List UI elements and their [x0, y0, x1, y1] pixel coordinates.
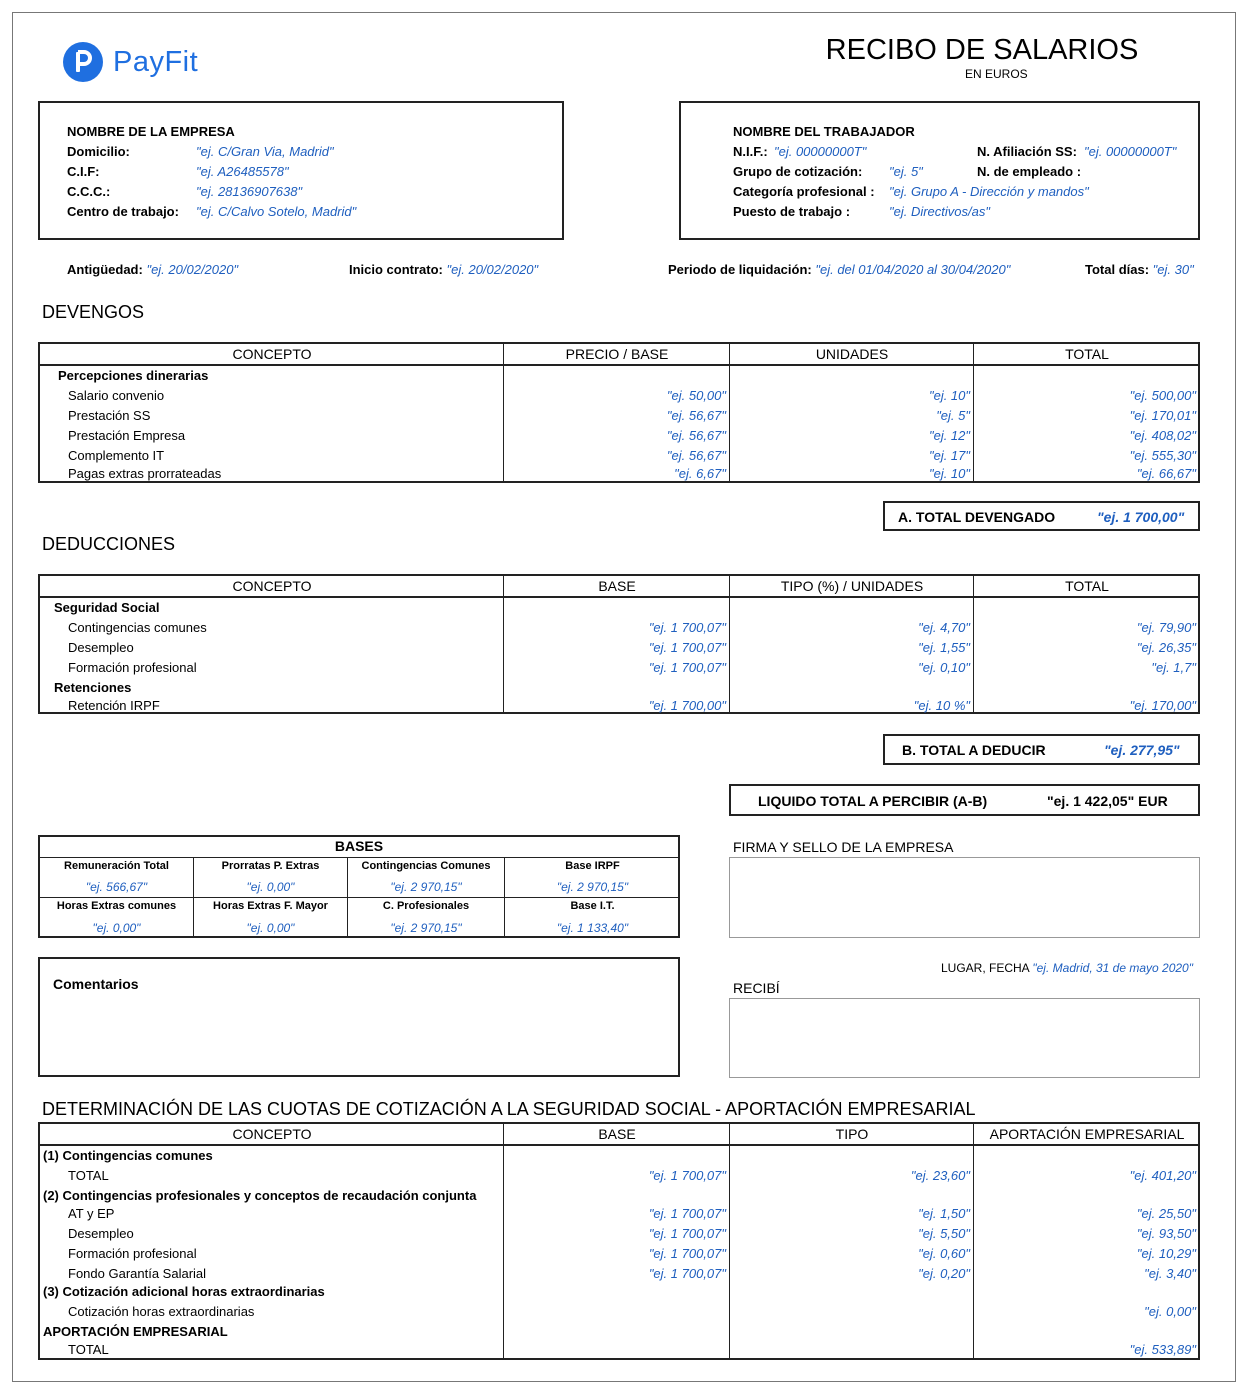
- table-row-base: "ej. 1 700,07": [648, 1246, 726, 1261]
- table-row-tipo: "ej. 0,10": [918, 660, 970, 675]
- divider: [729, 344, 730, 481]
- bases-value: "ej. 0,00": [246, 880, 295, 894]
- table-row-total: "ej. 500,00": [1129, 388, 1196, 403]
- table-row-total: "ej. 170,00": [1129, 698, 1196, 713]
- firma-area[interactable]: [729, 857, 1200, 938]
- antiguedad: [67, 262, 238, 277]
- table-row-concepto: Pagas extras prorrateadas: [68, 466, 222, 481]
- payfit-logo-icon: [63, 42, 103, 82]
- liquido-label: LIQUIDO TOTAL A PERCIBIR (A-B): [758, 793, 988, 809]
- bases-value: "ej. 0,00": [246, 921, 295, 935]
- company-ccc-label: C.C.C.:: [67, 184, 111, 199]
- document-subtitle: EN EUROS: [965, 67, 1028, 81]
- cotizacion-header: [40, 1124, 1198, 1146]
- deducciones-title: DEDUCCIONES: [42, 534, 176, 554]
- bases-header: Remuneración Total: [64, 860, 169, 872]
- company-domicilio-value: "ej. C/Gran Via, Madrid": [196, 144, 334, 159]
- antiguedad-label: Antigüedad:: [67, 262, 143, 277]
- devengos-table: [38, 342, 1200, 483]
- divider: [503, 576, 504, 712]
- bases-title: BASES: [334, 838, 384, 854]
- table-row-total: "ej. 170,01": [1129, 408, 1196, 423]
- worker-nif-label: N.I.F.:: [733, 144, 768, 159]
- table-row-precio: "ej. 6,67": [674, 466, 726, 481]
- firma-label: FIRMA Y SELLO DE LA EMPRESA: [733, 839, 954, 855]
- worker-puesto-label: Puesto de trabajo :: [733, 204, 851, 219]
- table-row-tipo: "ej. 4,70": [918, 620, 970, 635]
- worker-nif-value: "ej. 00000000T": [774, 144, 867, 159]
- divider: [973, 1124, 974, 1358]
- table-row-base: "ej. 1 700,07": [648, 640, 726, 655]
- bases-value: "ej. 2 970,15": [390, 921, 462, 935]
- table-row-base: "ej. 1 700,07": [648, 1206, 726, 1221]
- table-row-tipo: "ej. 5,50": [918, 1226, 970, 1241]
- bases-header: Prorratas P. Extras: [221, 860, 320, 872]
- cotizacion-table: [38, 1122, 1200, 1360]
- table-row-total: "ej. 408,02": [1129, 428, 1196, 443]
- table-row-concepto: Desempleo: [68, 640, 134, 655]
- deducciones-header: [40, 576, 1198, 598]
- table-row-tipo: "ej. 0,20": [918, 1266, 970, 1281]
- bases-header: Horas Extras comunes: [56, 900, 177, 912]
- col-concepto: CONCEPTO: [232, 1126, 312, 1142]
- total-deducir-box: [883, 734, 1200, 765]
- periodo-liquidacion: [668, 262, 1010, 277]
- worker-grupo-label: Grupo de cotización:: [733, 164, 863, 179]
- table-row-tipo: "ej. 23,60": [910, 1168, 970, 1183]
- table-row-base: "ej. 1 700,07": [648, 1266, 726, 1281]
- periodo-value: "ej. del 01/04/2020 al 30/04/2020": [815, 262, 1011, 277]
- table-row-concepto: Contingencias comunes: [68, 620, 207, 635]
- devengos-header: [40, 344, 1198, 366]
- table-row-aportacion: "ej. 25,50": [1136, 1206, 1196, 1221]
- bases-value: "ej. 1 133,40": [556, 921, 629, 935]
- table-row-concepto: TOTAL: [68, 1168, 109, 1183]
- worker-grupo-value: "ej. 5": [889, 164, 923, 179]
- table-row-concepto: Cotización horas extraordinarias: [68, 1304, 255, 1319]
- table-row-total: "ej. 555,30": [1129, 448, 1196, 463]
- table-row-precio: "ej. 56,67": [666, 408, 726, 423]
- bases-value: "ej. 0,00": [92, 921, 141, 935]
- group-label: Seguridad Social: [54, 600, 160, 615]
- table-row-unidades: "ej. 5": [936, 408, 970, 423]
- total-deducir-label: B. TOTAL A DEDUCIR: [902, 742, 1046, 758]
- company-box: [38, 101, 564, 240]
- company-heading: NOMBRE DE LA EMPRESA: [67, 124, 235, 139]
- group-label: APORTACIÓN EMPRESARIAL: [43, 1324, 228, 1339]
- total-dias: [1085, 262, 1194, 277]
- recibi-label: RECIBÍ: [733, 980, 780, 996]
- table-row-base: "ej. 1 700,07": [648, 1168, 726, 1183]
- table-row-concepto: Desempleo: [68, 1226, 134, 1241]
- bases-header: Base IRPF: [565, 860, 620, 872]
- table-row-total: "ej. 1,7": [1151, 660, 1196, 675]
- table-row-precio: "ej. 56,67": [666, 448, 726, 463]
- brand-name: PayFit: [113, 45, 199, 78]
- col-aportacion: APORTACIÓN EMPRESARIAL: [989, 1126, 1185, 1142]
- comentarios-box[interactable]: [38, 957, 680, 1077]
- dias-label: Total días:: [1085, 262, 1150, 277]
- table-row-concepto: AT y EP: [68, 1206, 115, 1221]
- worker-afiliacion-value: "ej. 00000000T": [1084, 144, 1177, 159]
- deducciones-table: [38, 574, 1200, 714]
- bases-value: "ej. 2 970,15": [556, 880, 629, 894]
- liquido-box: [729, 784, 1200, 816]
- lugar-fecha: [941, 961, 1193, 975]
- col-unidades: UNIDADES: [815, 346, 889, 362]
- bases-value: "ej. 2 970,15": [390, 880, 462, 894]
- document-title: RECIBO DE SALARIOS: [825, 34, 1139, 66]
- antiguedad-value: "ej. 20/02/2020": [146, 262, 239, 277]
- inicio-value: "ej. 20/02/2020": [446, 262, 539, 277]
- table-row-tipo: "ej. 0,60": [918, 1246, 970, 1261]
- dias-value: "ej. 30": [1152, 262, 1194, 277]
- table-row-aportacion: "ej. 0,00": [1144, 1304, 1196, 1319]
- table-row-base: "ej. 1 700,07": [648, 660, 726, 675]
- total-deducir-value: "ej. 277,95": [1104, 742, 1180, 758]
- col-base: BASE: [598, 1126, 636, 1142]
- table-row-base: "ej. 1 700,07": [648, 620, 726, 635]
- table-row-unidades: "ej. 17": [928, 448, 970, 463]
- divider: [40, 897, 678, 898]
- divider: [973, 344, 974, 481]
- table-row-unidades: "ej. 10": [928, 388, 970, 403]
- bases-header: Contingencias Comunes: [361, 860, 491, 872]
- col-precio: PRECIO / BASE: [565, 346, 669, 362]
- periodo-label: Periodo de liquidación:: [668, 262, 812, 277]
- worker-heading: NOMBRE DEL TRABAJADOR: [733, 124, 915, 139]
- table-row-precio: "ej. 56,67": [666, 428, 726, 443]
- table-row-unidades: "ej. 10": [928, 466, 970, 481]
- cotizacion-title: DETERMINACIÓN DE LAS CUOTAS DE COTIZACIÓN A LA SEGURIDAD SOCIAL - APORTACIÓN EMPRESARIAL: [42, 1099, 976, 1119]
- worker-categoria-value: "ej. Grupo A - Dirección y mandos": [889, 184, 1089, 199]
- total-devengado-box: [883, 501, 1200, 531]
- col-concepto: CONCEPTO: [232, 346, 312, 362]
- recibi-area[interactable]: [729, 998, 1200, 1078]
- col-total: TOTAL: [1065, 578, 1109, 594]
- table-row-aportacion: "ej. 533,89": [1129, 1342, 1196, 1357]
- company-domicilio-label: Domicilio:: [67, 144, 130, 159]
- bases-table: [38, 835, 680, 938]
- bases-header: Base I.T.: [570, 900, 615, 912]
- table-row-base: "ej. 1 700,00": [648, 698, 726, 713]
- divider: [973, 576, 974, 712]
- divider: [729, 576, 730, 712]
- group-label: (2) Contingencias profesionales y conceptos de recaudación conjunta: [43, 1188, 477, 1203]
- divider: [503, 1124, 504, 1358]
- table-row-total: "ej. 79,90": [1136, 620, 1196, 635]
- table-row-concepto: Formación profesional: [68, 1246, 197, 1261]
- table-row-unidades: "ej. 12": [928, 428, 970, 443]
- table-row-aportacion: "ej. 10,29": [1136, 1246, 1196, 1261]
- bases-header: C. Profesionales: [382, 900, 470, 912]
- group-label: (1) Contingencias comunes: [43, 1148, 213, 1163]
- divider: [503, 344, 504, 481]
- worker-categoria-label: Categoría profesional :: [733, 184, 875, 199]
- comentarios-label: Comentarios: [53, 976, 139, 992]
- inicio-contrato: [349, 262, 538, 277]
- col-base: BASE: [598, 578, 636, 594]
- company-cif-value: "ej. A26485578": [196, 164, 289, 179]
- company-centro-label: Centro de trabajo:: [67, 204, 179, 219]
- total-devengado-value: "ej. 1 700,00": [1097, 509, 1185, 525]
- table-row-concepto: Complemento IT: [68, 448, 165, 463]
- group-label: (3) Cotización adicional horas extraordinarias: [43, 1284, 325, 1299]
- total-devengado-label: A. TOTAL DEVENGADO: [898, 509, 1056, 525]
- group-label: Percepciones dinerarias: [58, 368, 209, 383]
- divider: [729, 1124, 730, 1358]
- inicio-label: Inicio contrato:: [349, 262, 443, 277]
- table-row-tipo: "ej. 1,55": [918, 640, 970, 655]
- company-cif-label: C.I.F:: [67, 164, 100, 179]
- table-row-precio: "ej. 50,00": [666, 388, 726, 403]
- col-tipo: TIPO: [835, 1126, 869, 1142]
- table-row-concepto: Retención IRPF: [68, 698, 160, 713]
- company-centro-value: "ej. C/Calvo Sotelo, Madrid": [196, 204, 357, 219]
- table-row-total: "ej. 66,67": [1136, 466, 1196, 481]
- table-row-tipo: "ej. 1,50": [918, 1206, 970, 1221]
- worker-puesto-value: "ej. Directivos/as": [889, 204, 990, 219]
- table-row-aportacion: "ej. 3,40": [1144, 1266, 1196, 1281]
- group-label: Retenciones: [54, 680, 132, 695]
- table-row-concepto: Prestación Empresa: [68, 428, 186, 443]
- lugar-label: LUGAR, FECHA: [941, 961, 1030, 975]
- liquido-value: "ej. 1 422,05" EUR: [1047, 793, 1168, 809]
- col-total: TOTAL: [1065, 346, 1109, 362]
- table-row-concepto: Fondo Garantía Salarial: [68, 1266, 207, 1281]
- table-row-aportacion: "ej. 93,50": [1136, 1226, 1196, 1241]
- table-row-concepto: Formación profesional: [68, 660, 197, 675]
- table-row-concepto: TOTAL: [68, 1342, 109, 1357]
- table-row-concepto: Prestación SS: [68, 408, 151, 423]
- payfit-logo: [63, 42, 198, 82]
- col-tipo: TIPO (%) / UNIDADES: [780, 578, 924, 594]
- table-row-concepto: Salario convenio: [68, 388, 165, 403]
- bases-value: "ej. 566,67": [85, 880, 148, 894]
- table-row-aportacion: "ej. 401,20": [1129, 1168, 1196, 1183]
- lugar-value: "ej. Madrid, 31 de mayo 2020": [1032, 961, 1193, 975]
- table-row-base: "ej. 1 700,07": [648, 1226, 726, 1241]
- worker-afiliacion-label: N. Afiliación SS:: [977, 144, 1077, 159]
- company-ccc-value: "ej. 28136907638": [196, 184, 303, 199]
- table-row-total: "ej. 26,35": [1136, 640, 1196, 655]
- worker-empleado-label: N. de empleado :: [977, 164, 1082, 179]
- devengos-title: DEVENGOS: [42, 302, 145, 322]
- table-row-tipo: "ej. 10 %": [913, 698, 970, 713]
- divider: [40, 857, 678, 858]
- bases-header: Horas Extras F. Mayor: [213, 900, 328, 912]
- col-concepto: CONCEPTO: [232, 578, 312, 594]
